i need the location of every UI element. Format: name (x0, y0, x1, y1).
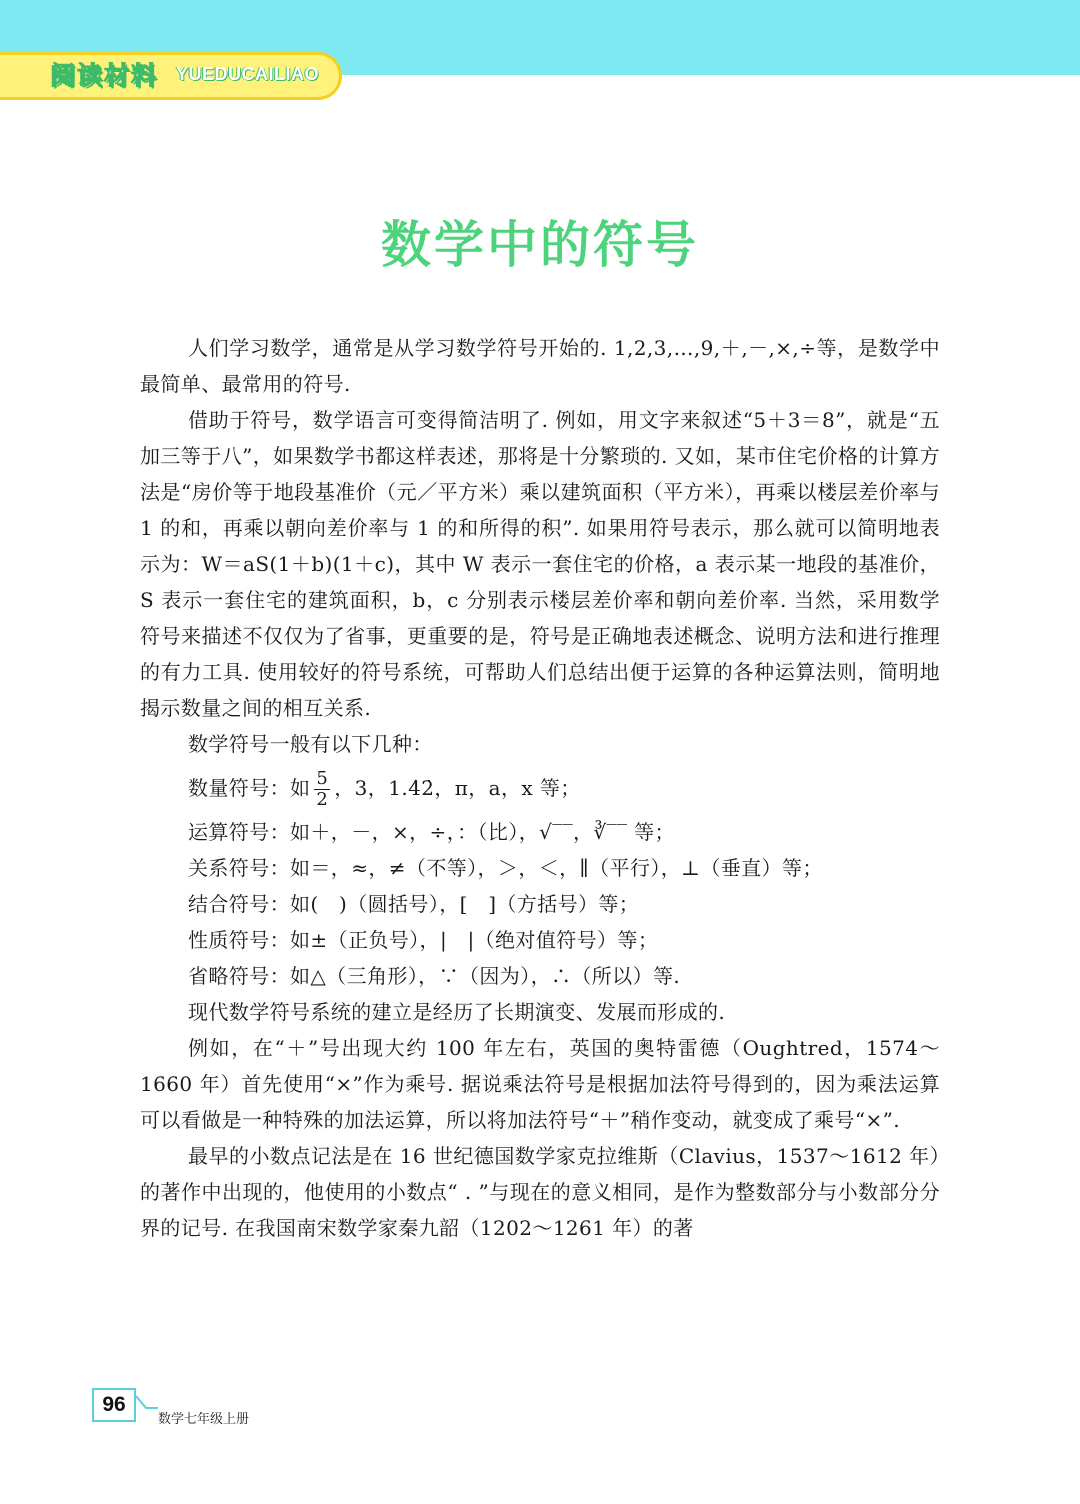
list-item-grouping: 结合符号：如( )（圆括号），[ ]（方括号）等； (188, 892, 640, 916)
fraction-denominator: 2 (316, 789, 329, 810)
quantity-suffix: ，3，1.4̇2̇，π，a，x 等； (334, 776, 581, 800)
page-number-arrow-icon (136, 1394, 160, 1418)
list-item-relation: 关系符号：如＝，≈，≠（不等），＞，＜，∥（平行），⊥（垂直）等； (188, 856, 823, 880)
paragraph-history: 现代数学符号系统的建立是经历了长期演变、发展而形成的. (188, 1000, 726, 1024)
paragraph-intro: 人们学习数学，通常是从学习数学符号开始的. 1,2,3,…,9,＋,－,×,÷等，是数学中最简单、最常用的符号. (140, 336, 940, 396)
paragraph-multiplication-sign: 例如，在“＋”号出现大约 100 年左右，英国的奥特雷德（Oughtred，1574～1660 年）首先使用“×”作为乘号. 据说乘法符号是根据加法符号得到的，因为乘法运算可以看做是一种特殊的加法运算，所以将加法符号“＋”稍作变动，就变成了乘号“×”. (140, 1036, 940, 1132)
list-item-property: 性质符号：如±（正负号），| |（绝对值符号）等； (188, 928, 659, 952)
list-item-omission: 省略符号：如△（三角形），∵（因为），∴（所以）等. (188, 964, 681, 988)
page-title: 数学中的符号 (381, 216, 699, 274)
section-tab-pinyin: YUEDUCAILIAO (176, 64, 320, 84)
book-title: 数学七年级上册 (158, 1412, 250, 1427)
page-number: 96 (92, 1388, 136, 1422)
paragraph-symbol-types: 数学符号一般有以下几种： (188, 732, 433, 756)
fraction-numerator: 5 (316, 768, 329, 789)
paragraph-symbols-benefit: 借助于符号，数学语言可变得简洁明了. 例如，用文字来叙述“5＋3＝8”，就是“五加三等于八”，如果数学书都这样表述，那将是十分繁琐的. 又如，某市住宅价格的计算方法是“房价等于地段基准价（元／平方米）乘以建筑面积（平方米），再乘以楼层差价率与 1 的和，再乘以朝向差价率与 1 的和所得的积”. 如果用符号表示，那么就可以简明地表示为：W＝aS(1＋b)(1＋c)，其中 W 表示一套住宅的价格，a 表示某一地段的基准价，S 表示一套住宅的建筑面积，b，c 分别表示楼层差价率和朝向差价率. 当然，采用数学符号来描述不仅仅为了省事，更重要的是，符号是正确地表述概念、说明方法和进行推理的有力工具. 使用较好的符号系统，可帮助人们总结出便于运算的各种运算法则，简明地揭示数量之间的相互关系. (140, 408, 940, 720)
paragraph-decimal-point: 最早的小数点记法是在 16 世纪德国数学家克拉维斯（Clavius，1537～1612 年）的著作中出现的，他使用的小数点“ . ”与现在的意义相同，是作为整数部分与小数部分分界的记号. 在我国南宋数学家秦九韶（1202～1261 年）的著 (140, 1144, 940, 1240)
list-item-operation: 运算符号：如＋，－，×，÷，：（比），√‾‾，∛‾‾ 等； (188, 820, 675, 844)
quantity-prefix: 数量符号：如 (188, 776, 311, 800)
list-item-quantity (140, 762, 940, 814)
section-tab-label: 阅读材料 (50, 61, 159, 90)
fraction (314, 769, 330, 810)
article-body (140, 330, 940, 1246)
